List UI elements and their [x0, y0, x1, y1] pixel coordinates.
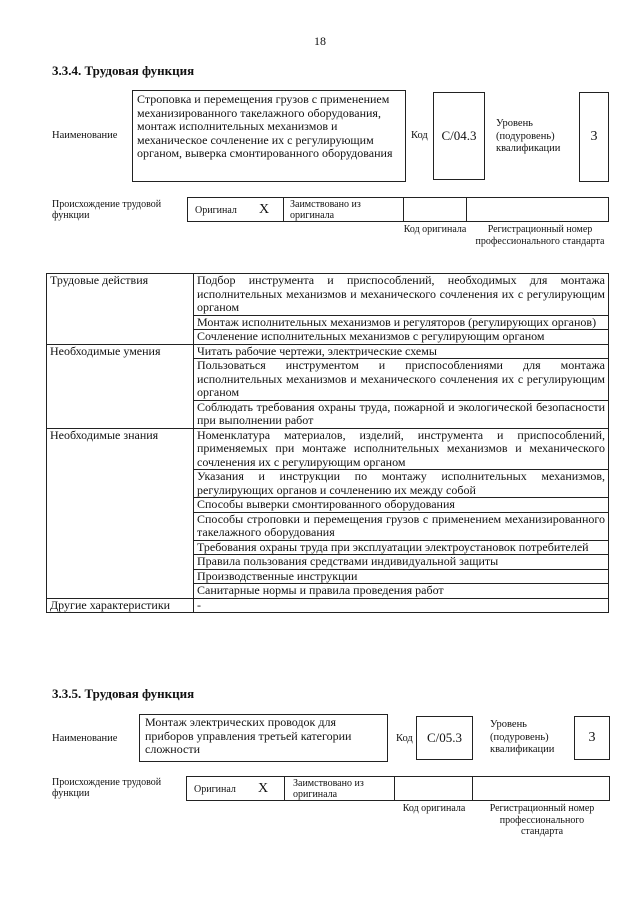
- row-text: Монтаж исполнительных механизмов и регуляторов (регулирующих органов): [194, 315, 609, 330]
- origin-label-2: Происхождение трудовой функции: [52, 777, 162, 799]
- row-text: Сочленение исполнительных механизмов с регулирующим органом: [194, 330, 609, 345]
- original-label: Оригинал: [195, 205, 237, 216]
- name-label-2: Наименование: [52, 733, 118, 744]
- origin-code-cell-2: [394, 776, 473, 801]
- reg-number-caption-2: Регистрационный номер профессионального стандарта: [489, 803, 595, 837]
- section-title: 3.3.4. Трудовая функция: [52, 63, 195, 78]
- original-mark: X: [259, 202, 270, 217]
- table-row: [47, 274, 609, 316]
- row-category: Необходимые умения: [47, 344, 194, 428]
- row-text: Производственные инструкции: [194, 569, 609, 584]
- row-text: -: [194, 598, 609, 613]
- origin-label: Происхождение трудовой функции: [52, 199, 162, 221]
- level-label: Уровень (подуровень) квалификации: [496, 118, 561, 154]
- origin-code-cell: [403, 197, 467, 222]
- section-title-2: 3.3.5. Трудовая функция: [52, 686, 195, 701]
- function-name-box: Строповка и перемещения грузов с применением механизированного такелажного оборудования, монтаж исполнительных механизмов и механическое сочленение их с регулирующим органом, выверка смонтированного оборудования: [132, 90, 406, 182]
- row-text: Подбор инструмента и приспособлений, необходимых для монтажа исполнительных механизмов и механического сочленения их с регулирующим органом: [194, 274, 609, 316]
- code-original-caption-2: Код оригинала: [402, 803, 466, 814]
- row-text: Способы строповки и перемещения грузов с применением механизированного такелажного оборудования: [194, 512, 609, 540]
- row-text: Требования охраны труда при эксплуатации электроустановок потребителей: [194, 540, 609, 555]
- table-row: [47, 428, 609, 470]
- level-value: 3: [579, 92, 609, 182]
- row-text: Способы выверки смонтированного оборудования: [194, 498, 609, 513]
- function-details-table: [46, 273, 609, 613]
- row-text: Указания и инструкции по монтажу исполнительных механизмов, регулирующих органов и сочленению их между собой: [194, 470, 609, 498]
- code-label-2: Код: [396, 733, 413, 744]
- page-number: 18: [314, 34, 326, 48]
- row-text: Соблюдать требования охраны труда, пожарной и экологической безопасности при выполнении работ: [194, 400, 609, 428]
- code-original-caption: Код оригинала: [403, 224, 467, 235]
- row-text: Пользоваться инструментом и приспособлениями для монтажа исполнительных механизмов и механического сочленения их с регулирующим органом: [194, 359, 609, 401]
- row-text: Читать рабочие чертежи, электрические схемы: [194, 344, 609, 359]
- origin-original-cell-2: [186, 776, 285, 801]
- origin-reg-cell-2: [472, 776, 610, 801]
- row-text: Номенклатура материалов, изделий, инструмента и приспособлений, применяемых при монтаже исполнительных механизмов и механического сочленения их с регулирующим органом: [194, 428, 609, 470]
- original-label-2: Оригинал: [194, 784, 236, 795]
- row-category: Необходимые знания: [47, 428, 194, 598]
- row-text: Санитарные нормы и правила проведения работ: [194, 584, 609, 599]
- level-value-2: 3: [574, 716, 610, 760]
- row-category: Трудовые действия: [47, 274, 194, 345]
- table-row: [47, 598, 609, 613]
- code-label: Код: [411, 130, 428, 141]
- level-label-2: Уровень (подуровень) квалификации: [490, 719, 555, 755]
- code-value: C/04.3: [433, 92, 485, 180]
- code-value-2: C/05.3: [416, 716, 473, 760]
- row-text: Правила пользования средствами индивидуальной защиты: [194, 555, 609, 570]
- original-mark-2: X: [258, 781, 269, 796]
- origin-reg-cell: [466, 197, 609, 222]
- row-category: Другие характеристики: [47, 598, 194, 613]
- origin-original-cell: [187, 197, 284, 222]
- origin-borrowed-cell-2: Заимствовано из оригинала: [284, 776, 395, 801]
- origin-borrowed-cell: Заимствовано из оригинала: [283, 197, 404, 222]
- reg-number-caption: Регистрационный номер профессионального стандарта: [475, 224, 605, 247]
- function-name-box-2: Монтаж электрических проводок для приборов управления третьей категории сложности: [139, 714, 388, 762]
- name-label: Наименование: [52, 130, 118, 141]
- table-row: [47, 344, 609, 359]
